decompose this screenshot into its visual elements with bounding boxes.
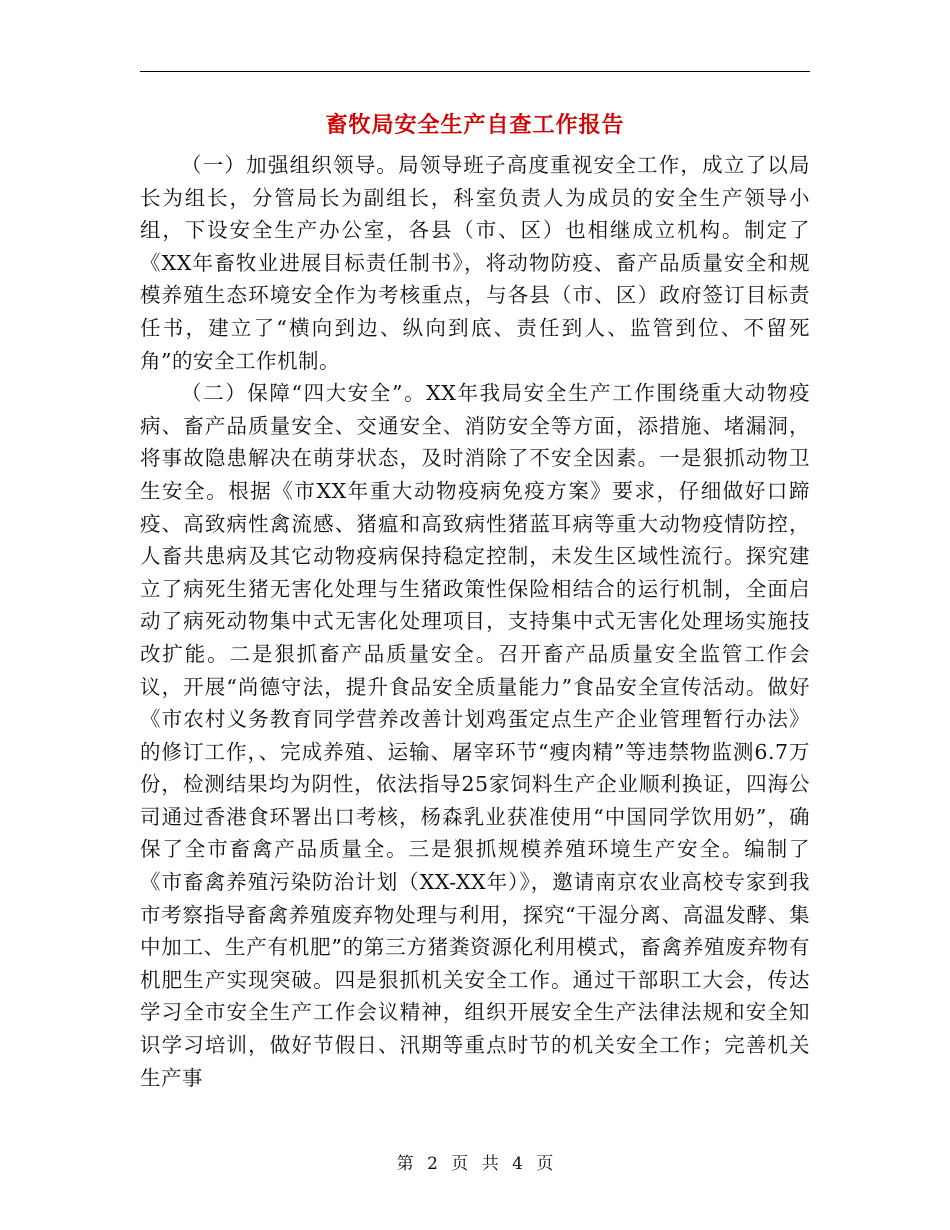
- document-title: 畜牧局安全生产自查工作报告: [325, 113, 625, 138]
- document-body: [140, 149, 810, 1094]
- paragraph-four-safety: （二）保障“四大安全”。XX年我局安全生产工作围绕重大动物疫病、畜产品质量安全、交通安全、消防安全等方面，添措施、堵漏洞，将事故隐患解决在萌芽状态，及时消除了不安全因素。一是狠抓动物卫生安全。根据《市XX年重大动物疫病免疫方案》要求，仔细做好口蹄疫、高致病性禽流感、猪瘟和高致病性猪蓝耳病等重大动物疫情防控，人畜共患病及其它动物疫病保持稳定控制，未发生区域性流行。探究建立了病死生猪无害化处理与生猪政策性保险相结合的运行机制，全面启动了病死动物集中式无害化处理项目，支持集中式无害化处理场实施技改扩能。二是狠抓畜产品质量安全。召开畜产品质量安全监管工作会议，开展“尚德守法，提升食品安全质量能力”食品安全宣传活动。做好《市农村义务教育同学营养改善计划鸡蛋定点生产企业管理暂行办法》的修订工作，、完成养殖、运输、屠宰环节“瘦肉精”等违禁物监测6.7万份，检测结果均为阴性，依法指导25家饲料生产企业顺利换证，四海公司通过香港食环署出口考核，杨森乳业获准使用“中国同学饮用奶”，确保了全市畜禽产品质量全。三是狠抓规模养殖环境生产安全。编制了《市畜禽养殖污染防治计划（XX-XX年）》，邀请南京农业高校专家到我市考察指导畜禽养殖废弃物处理与利用，探究“干湿分离、高温发酵、集中加工、生产有机肥”的第三方猪粪资源化利用模式，畜禽养殖废弃物有机肥生产实现突破。四是狠抓机关安全工作。通过干部职工大会，传达学习全市安全生产工作会议精神，组织开展安全生产法律法规和安全知识学习培训，做好节假日、汛期等重点时节的机关安全工作；完善机关生产事: [140, 381, 810, 1090]
- footer-current-page: 2: [427, 1154, 438, 1174]
- footer-total-prefix: 共: [481, 1154, 499, 1174]
- footer-total-suffix: 页: [536, 1154, 554, 1174]
- page-footer: [0, 1152, 950, 1176]
- header-rule: [140, 71, 810, 72]
- footer-total-pages: 4: [512, 1154, 523, 1174]
- footer-page-word: 页: [451, 1154, 469, 1174]
- footer-page-prefix: 第: [396, 1154, 414, 1174]
- paragraph-organization-leadership: （一）加强组织领导。局领导班子高度重视安全工作，成立了以局长为组长，分管局长为副组长，科室负责人为成员的安全生产领导小组，下设安全生产办公室，各县（市、区）也相继成立机构。制定了《XX年畜牧业进展目标责任制书》，将动物防疫、畜产品质量安全和规模养殖生态环境安全作为考核重点，与各县（市、区）政府签订目标责任书，建立了“横向到边、纵向到底、责任到人、监管到位、不留死角”的安全工作机制。: [140, 153, 810, 373]
